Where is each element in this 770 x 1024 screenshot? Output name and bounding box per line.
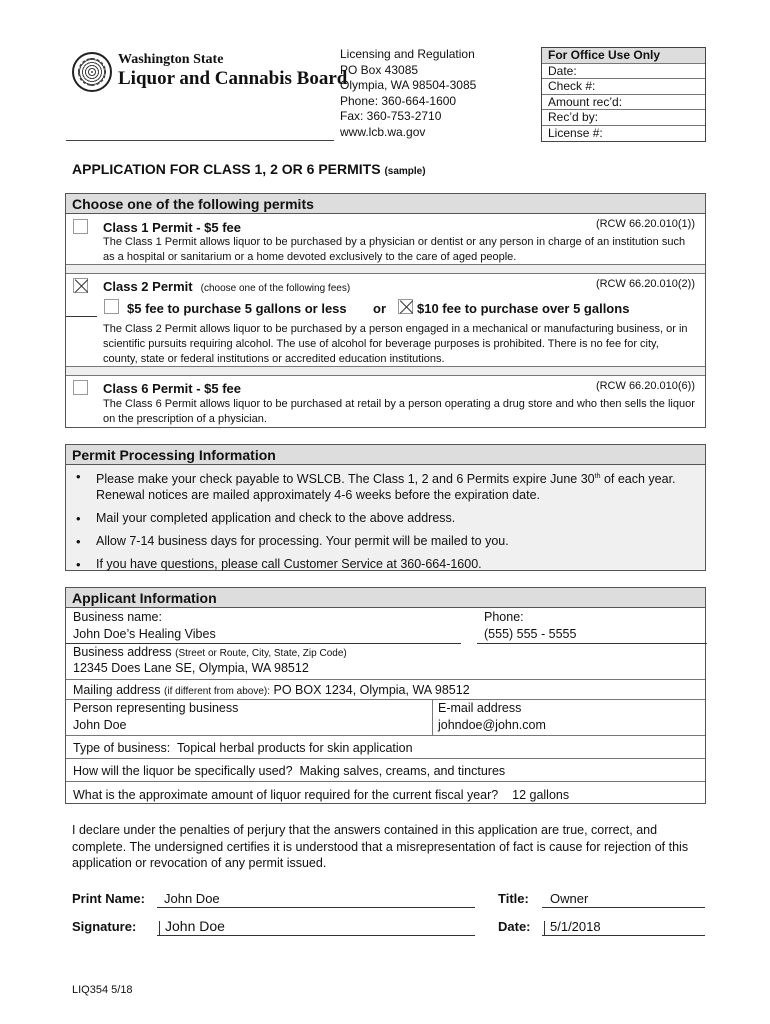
address-line: Licensing and Regulation [340,47,475,61]
row-separator [66,264,705,274]
address-line: www.lcb.wa.gov [340,124,426,139]
form-title-text: APPLICATION FOR CLASS 1, 2 OR 6 PERMITS [72,161,381,177]
business-name-underline [66,643,461,644]
row-separator [66,366,705,376]
print-name-value[interactable]: John Doe [164,891,220,906]
processing-bullet: • Mail your completed application and check to the above address. [74,511,697,527]
label-note: (if different from above): [164,686,271,697]
person-label: Person representing business [73,701,239,715]
print-name-label: Print Name: [72,891,145,906]
class6-rcw: (RCW 66.20.010(6)) [595,380,695,392]
person-value[interactable]: John Doe [73,718,127,732]
agency-address [340,47,476,140]
business-type-value[interactable]: Topical herbal products for skin application [177,741,413,755]
form-title [72,161,426,177]
office-field-license: License #: [548,125,603,140]
office-use-box [541,47,706,142]
phone-value[interactable]: (555) 555 - 5555 [484,627,577,641]
liquor-amount-field [73,788,569,802]
date-underline [542,935,705,936]
fee-5-checkbox[interactable] [104,299,119,314]
label-text: Type of business: [73,741,171,755]
date-label: Date: [498,919,531,934]
agency-name-line2: Liquor and Cannabis Board [118,68,348,89]
row-divider [66,679,705,680]
processing-section [65,444,706,571]
title-value[interactable]: Owner [550,891,589,906]
mailing-address-field [73,683,470,697]
row-divider [66,735,705,736]
column-divider [432,699,433,735]
phone-label: Phone: [484,610,524,624]
label-text: Business address [73,645,172,659]
applicant-heading: Applicant Information [66,588,705,608]
address-line: Fax: 360-753-2710 [340,109,442,123]
class2-description: The Class 2 Permit allows liquor to be purchased by a person engaged in a mechanical or manufacturing business, or in scientific pursuits requiring alcohol. The use of alcohol for beverage purposes is prohibited. There is no fee for city, county, state or federal institutions or accredited education institutions. [103,323,688,365]
print-name-underline [157,907,475,908]
class6-title: Class 6 Permit - $5 fee [103,381,242,396]
class2-underline [66,316,97,317]
office-field-amount: Amount rec’d: [542,95,705,111]
class1-checkbox[interactable] [73,219,88,234]
permits-heading: Choose one of the following permits [66,194,705,214]
office-use-heading: For Office Use Only [542,48,705,64]
class2-rcw: (RCW 66.20.010(2)) [595,278,695,290]
label-text: How will the liquor be specifically used? [73,764,293,778]
class2-title [103,279,350,294]
office-field-recd-by: Rec’d by: [542,110,705,126]
signature-underline [157,935,475,936]
processing-bullet: • If you have questions, please call Customer Service at 360-664-1600. [74,557,697,573]
label-note: (Street or Route, City, State, Zip Code) [175,648,347,659]
fee-5-label: $5 fee to purchase 5 gallons or less [127,301,347,316]
form-number: LIQ354 5/18 [72,984,133,996]
fee-or-label: or [373,301,386,316]
address-line: Phone: 360-664-1600 [340,93,457,108]
bullet-text: of each year. Renewal notices are mailed approximately 4-6 weeks before the expiration date. [96,472,676,502]
signature-value[interactable]: John Doe [165,918,225,934]
declaration-text: I declare under the penalties of perjury that the answers contained in this application are true, correct, and complete. The undersigned certifies it is understood that a misrepresentation of fact is cause for rejection of this application or revocation of any permit issued. [72,823,689,870]
class1-rcw: (RCW 66.20.010(1)) [595,218,695,230]
liquor-use-field [73,764,505,778]
title-underline [542,907,705,908]
class2-checkbox[interactable] [73,278,88,293]
bullet-sup: th [594,473,601,480]
business-name-value[interactable]: John Doe’s Healing Vibes [73,627,216,641]
agency-seal-icon [72,52,112,92]
office-field-date: Date: [542,64,705,80]
address-line: PO Box 43085 [340,62,419,77]
fee-10-label: $10 fee to purchase over 5 gallons [417,301,630,316]
agency-name-line1: Washington State [118,52,224,67]
business-address-label [73,645,347,659]
fee-10-checkbox[interactable] [398,299,413,314]
liquor-amount-value[interactable]: 12 gallons [512,788,570,802]
mailing-address-value[interactable]: PO BOX 1234, Olympia, WA 98512 [273,683,470,697]
phone-underline [477,643,707,644]
class6-checkbox[interactable] [73,380,88,395]
class2-title-text: Class 2 Permit [103,279,193,294]
applicant-section [65,587,706,804]
business-address-value[interactable]: 12345 Does Lane SE, Olympia, WA 98512 [73,661,309,675]
processing-bullet: • Allow 7-14 business days for processing. Your permit will be mailed to you. [74,534,697,550]
title-label: Title: [498,891,529,906]
row-divider [66,699,705,700]
date-cursor [544,921,545,935]
business-name-label: Business name: [73,610,162,624]
label-text: Mailing address [73,683,161,697]
row-divider [66,781,705,782]
label-text: Print Name [72,891,141,906]
email-label: E-mail address [438,701,522,715]
class2-note: (choose one of the following fees) [200,283,351,294]
signature-cursor [159,921,160,935]
class1-description: The Class 1 Permit allows liquor to be purchased by a physician or dentist or any person in charge of an institution such as a hospital or sanitarium or a home devoted exclusively to the care of aged people. [103,236,686,263]
office-field-check: Check #: [542,79,705,95]
bullet-text: Please make your check payable to WSLCB. The Class 1, 2 and 6 Permits expire June 30 [96,472,595,487]
address-line: Olympia, WA 98504-3085 [340,78,477,92]
signature-label: Signature: [72,919,137,934]
date-value[interactable]: 5/1/2018 [550,919,601,934]
class1-title: Class 1 Permit - $5 fee [103,220,242,235]
processing-heading: Permit Processing Information [66,445,705,465]
header-divider [66,140,334,141]
row-divider [66,758,705,759]
permits-section [65,193,706,428]
email-value[interactable]: johndoe@john.com [438,718,546,732]
label-text: What is the approximate amount of liquor required for the current fiscal year? [73,788,499,802]
business-type-field [73,741,413,755]
liquor-use-value[interactable]: Making salves, creams, and tinctures [299,764,506,778]
form-title-note: (sample) [384,166,426,177]
class6-description: The Class 6 Permit allows liquor to be purchased at retail by a person operating a drug store and who then sells the liquor on the prescription of a physician. [103,398,695,425]
processing-bullet [74,469,697,503]
